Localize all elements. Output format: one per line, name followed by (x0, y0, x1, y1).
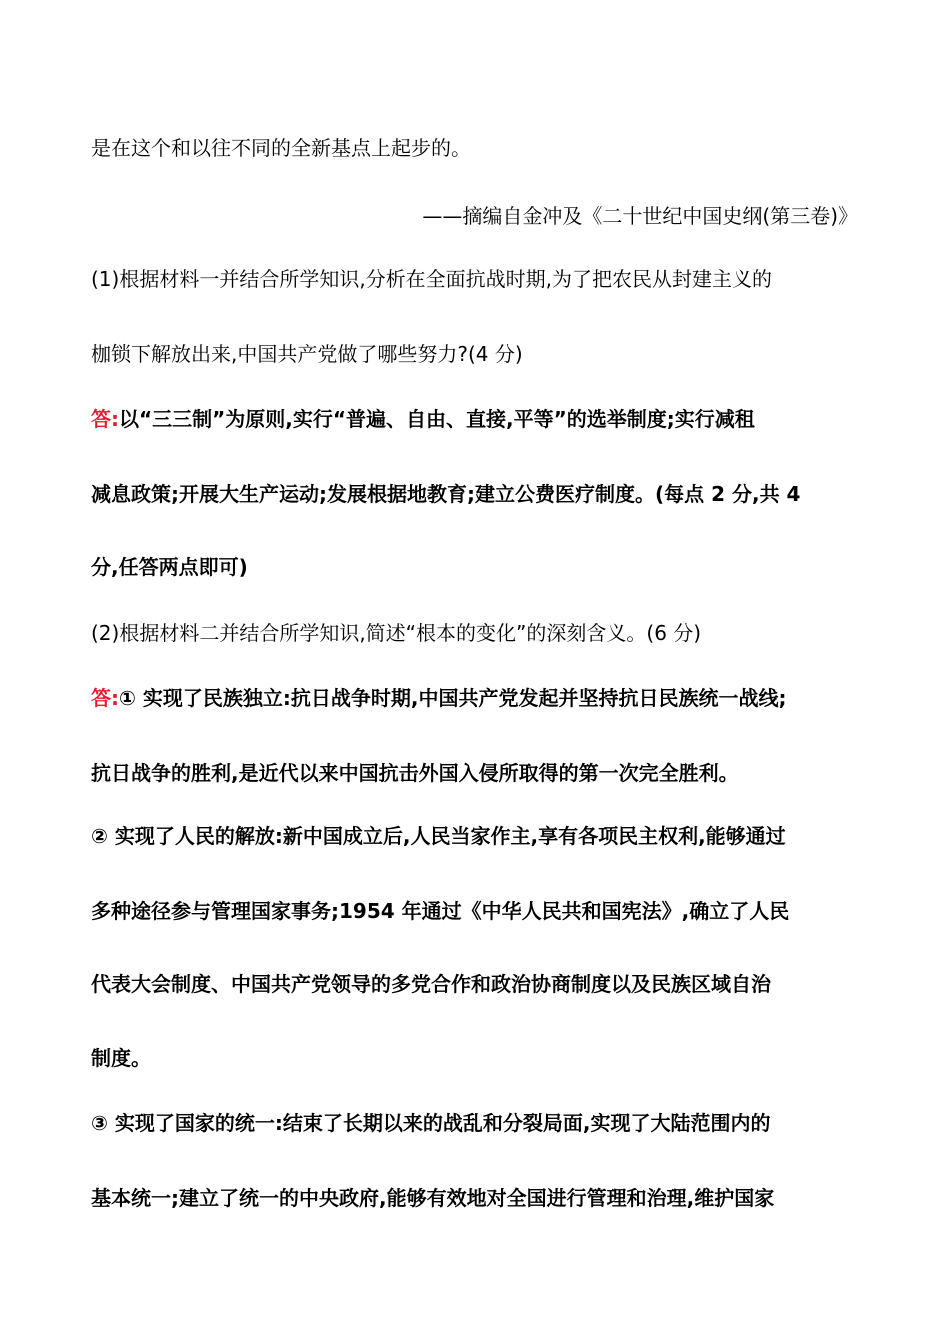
question-1: (1)根据材料一并结合所学知识,分析在全面抗战时期,为了把农民从封建主义的 (91, 267, 773, 291)
answer-2: ② 实现了人民的解放:新中国成立后,人民当家作主,享有各项民主权利,能够通过 (91, 824, 786, 848)
answer-text: ① 实现了民族独立:抗日战争时期,中国共产党发起并坚持抗日民族统一战线; (119, 686, 787, 710)
material-text: 是在这个和以往不同的全新基点上起步的。 (91, 136, 471, 160)
answer-2: 基本统一;建立了统一的中央政府,能够有效地对全国进行管理和治理,维护国家 (91, 1186, 775, 1210)
answer-2 (91, 684, 787, 712)
answer-label: 答: (91, 686, 119, 710)
question-1: 枷锁下解放出来,中国共产党做了哪些努力?(4 分) (91, 342, 523, 366)
source-citation: ——摘编自金冲及《二十世纪中国史纲(第三卷)》 (422, 204, 858, 228)
answer-1: 减息政策;开展大生产运动;发展根据地教育;建立公费医疗制度。(每点 2 分,共 4 (91, 482, 801, 506)
answer-2: 多种途径参与管理国家事务;1954 年通过《中华人民共和国宪法》,确立了人民 (91, 899, 790, 923)
question-2: (2)根据材料二并结合所学知识,简述“根本的变化”的深刻含义。(6 分) (91, 621, 702, 645)
answer-text: 以“三三制”为原则,实行“普遍、自由、直接,平等”的选举制度;实行减租 (119, 407, 755, 431)
answer-2: 代表大会制度、中国共产党领导的多党合作和政治协商制度以及民族区域自治 (91, 972, 771, 996)
answer-1 (91, 405, 755, 433)
answer-2: 制度。 (91, 1046, 151, 1070)
answer-label: 答: (91, 407, 119, 431)
answer-2: ③ 实现了国家的统一:结束了长期以来的战乱和分裂局面,实现了大陆范围内的 (91, 1111, 771, 1135)
answer-1: 分,任答两点即可) (91, 555, 248, 579)
answer-2: 抗日战争的胜利,是近代以来中国抗击外国入侵所取得的第一次完全胜利。 (91, 761, 739, 785)
